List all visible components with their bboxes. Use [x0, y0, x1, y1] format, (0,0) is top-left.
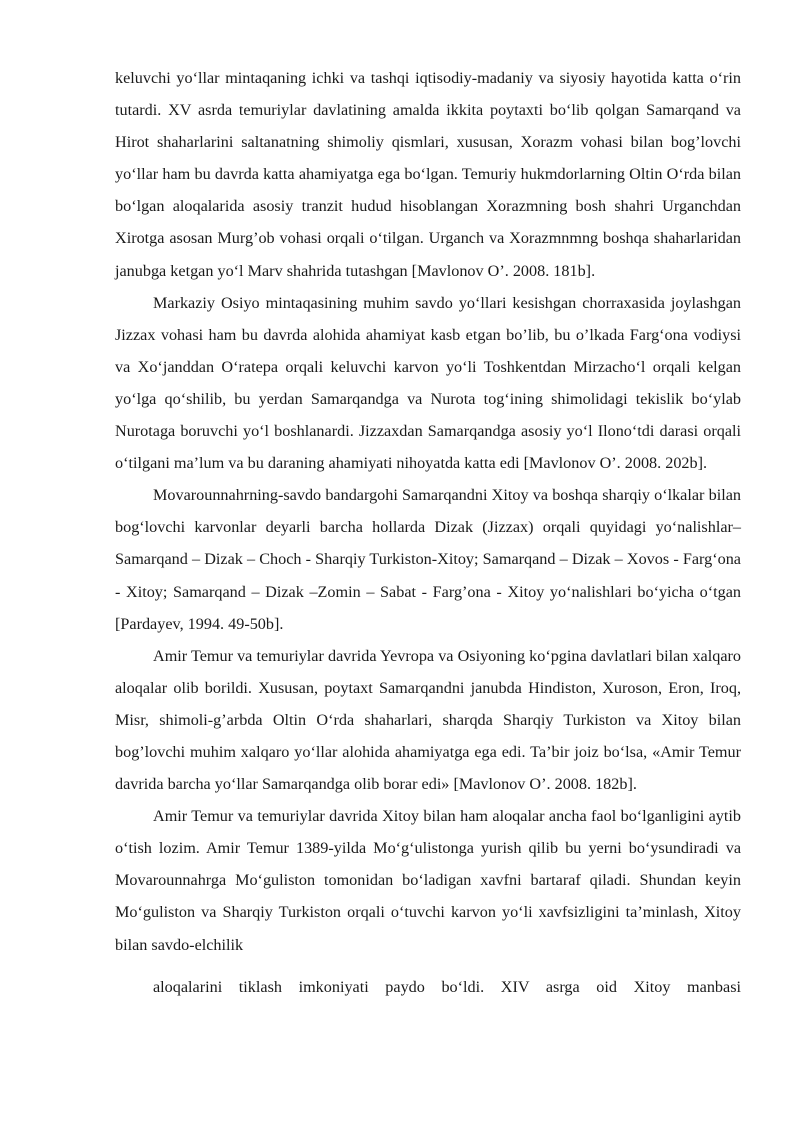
- document-page: [115, 62, 741, 1003]
- paragraph-3: Movarounnahrning-savdo bandargohi Samarqandni Xitoy va boshqa sharqiy o‘lkalar bilan bog‘lovchi karvonlar deyarli barcha hollarda Dizak (Jizzax) orqali quyidagi yo‘nalishlar–Samarqand – Dizak – Choch - Sharqiy Turkiston-Xitoy; Samarqand – Dizak – Xovos - Farg‘ona - Xitoy; Samarqand – Dizak –Zomin – Sabat - Farg’ona - Xitoy yo‘nalishlari bo‘yicha o‘tgan [Pardayev, 1994. 49-50b].: [115, 486, 741, 633]
- paragraph-6: aloqalarini tiklash imkoniyati paydo bo‘ldi. XIV asrga oid Xitoy manbasi: [153, 977, 741, 996]
- paragraph-2: Markaziy Osiyo mintaqasining muhim savdo yo‘llari kesishgan chorraxasida joylashgan Jizzax vohasi ham bu davrda alohida ahamiyat kasb etgan bo’lib, bu o’lkada Farg‘ona vodiysi va Xo‘janddan O‘ratepa orqali keluvchi karvon yo‘li Toshkentdan Mirzacho‘l orqali kelgan yo‘lga qo‘shilib, bu yerdan Samarqandga va Nurota tog‘ining shimolidagi tekislik bo‘ylab Nurotaga boruvchi yo‘l boshlanardi. Jizzaxdan Samarqandga asosiy yo‘l Ilono‘tdi darasi orqali o‘tilgani ma’lum va bu daraning ahamiyati nihoyatda katta edi [Mavlonov O’. 2008. 202b].: [115, 293, 741, 473]
- paragraph-4: Amir Temur va temuriylar davrida Yevropa va Osiyoning ko‘pgina davlatlari bilan xalqaro aloqalar olib borildi. Xususan, poytaxt Samarqandni janubda Hindiston, Xuroson, Eron, Iroq, Misr, shimoli-g’arbda Oltin O‘rda shaharlari, sharqda Sharqiy Turkiston va Xitoy bilan bog’lovchi muhim xalqaro yo‘llar alohida ahamiyatga ega edi. Ta’bir joiz bo‘lsa, «Amir Temur davrida barcha yo‘llar Samarqandga olib borar edi» [Mavlonov O’. 2008. 182b].: [115, 646, 741, 794]
- paragraph-5: Amir Temur va temuriylar davrida Xitoy bilan ham aloqalar ancha faol bo‘lganligini aytib o‘tish lozim. Amir Temur 1389-yilda Mo‘g‘ulistonga yurish qilib bu yerni bo‘ysundiradi va Movarounnahrga Mo‘guliston tomonidan bo‘ladigan xavfni bartaraf qiladi. Shundan keyin Mo‘guliston va Sharqiy Turkiston orqali o‘tuvchi karvon yo‘li xavfsizligini ta’minlash, Xitoy bilan savdo-elchilik: [115, 807, 741, 954]
- paragraph-1: keluvchi yo‘llar mintaqaning ichki va tashqi iqtisodiy-madaniy va siyosiy hayotida katta o‘rin tutardi. XV asrda temuriylar davlatining amalda ikkita poytaxti bo‘lib qolgan Samarqand va Hirot shaharlarini saltanatning shimoliy qismlari, xususan, Xorazm vohasi bilan bog’lovchi yo‘llar ham bu davrda katta ahamiyatga ega bo‘lgan. Temuriy hukmdorlarning Oltin O‘rda bilan bo‘lgan aloqalarida asosiy tranzit hudud hisoblangan Xorazmning bosh shahri Urganchdan Xirotga asosan Murg’ob vohasi orqali o‘tilgan. Urganch va Xorazmnmng boshqa shaharlaridan janubga ketgan yo‘l Marv shahrida tutashgan [Mavlonov O’. 2008. 181b].: [115, 69, 741, 280]
